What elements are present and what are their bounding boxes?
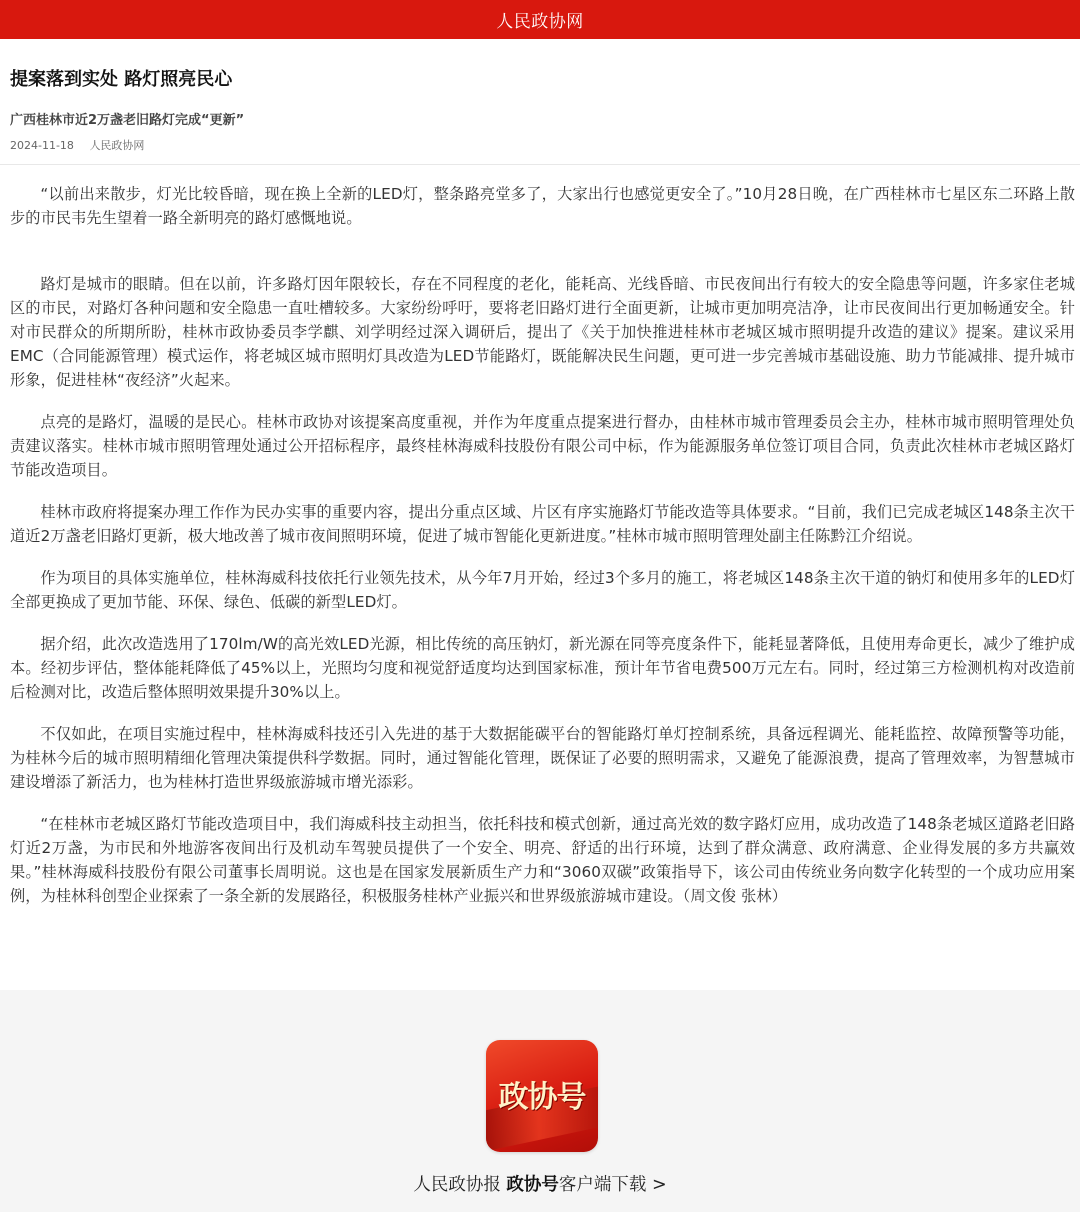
article-paragraph: 据介绍，此次改造选用了170lm/W的高光效LED光源，相比传统的高压钠灯，新光源在同等亮度条件下，能耗显著降低，且使用寿命更长，减少了维护成本。经初步评估，整体能耗降低了45%以上，光照均匀度和视觉舒适度均达到国家标准，预计年节省电费500万元左右。同时，经过第三方检测机构对改造前后检测对比，改造后整体照明效果提升30%以上。 — [10, 635, 1075, 701]
publish-date: 2024-11-18 — [10, 139, 74, 152]
article-subtitle: 广西桂林市近2万盏老旧路灯完成“更新” — [10, 113, 245, 128]
zhengxiehao-app-logo[interactable] — [486, 1040, 598, 1152]
article-paragraph: 不仅如此，在项目实施过程中，桂林海威科技还引入先进的基于大数据能碳平台的智能路灯单灯控制系统，具备远程调光、能耗监控、故障预警等功能，为桂林今后的城市照明精细化管理决策提供科学数据。同时，通过智能化管理，既保证了必要的照明需求，又避免了能源浪费，提高了管理效率，为智慧城市建设增添了新活力，也为桂林打造世界级旅游城市增光添彩。 — [10, 725, 1075, 791]
download-app-name: 政协号 — [506, 1175, 559, 1195]
article-paragraph: “以前出来散步，灯光比较昏暗，现在换上全新的LED灯，整条路亮堂多了，大家出行也感觉更安全了。”10月28日晚，在广西桂林市七星区东二环路上散步的市民韦先生望着一路全新明亮的路灯感慨地说。 — [10, 185, 1075, 227]
download-prefix: 人民政协报 — [413, 1175, 507, 1195]
article-paragraph: 点亮的是路灯，温暖的是民心。桂林市政协对该提案高度重视，并作为年度重点提案进行督办，由桂林市城市管理委员会主办，桂林市城市照明管理处负责建议落实。桂林市城市照明管理处通过公开招标程序，最终桂林海威科技股份有限公司中标，作为能源服务单位签订项目合同，负责此次桂林市老城区路灯节能改造项目。 — [10, 413, 1075, 479]
article-source: 人民政协网 — [89, 139, 145, 152]
article-body — [10, 182, 1075, 926]
article-meta — [10, 137, 144, 153]
article-paragraph: 桂林市政府将提案办理工作作为民办实事的重要内容，提出分重点区域、片区有序实施路灯节能改造等具体要求。“目前，我们已完成老城区148条主次干道近2万盏老旧路灯更新，极大地改善了城市夜间照明环境，促进了城市智能化更新进度。”桂林市城市照明管理处副主任陈黔江介绍说。 — [10, 503, 1075, 545]
article-paragraph: 路灯是城市的眼睛。但在以前，许多路灯因年限较长，存在不同程度的老化，能耗高、光线昏暗、市民夜间出行有较大的安全隐患等问题，许多家住老城区的市民，对路灯各种问题和安全隐患一直吐槽较多。大家纷纷呼吁，要将老旧路灯进行全面更新，让城市更加明亮洁净，让市民夜间出行更加畅通安全。针对市民群众的所期所盼，桂林市政协委员李学麒、刘学明经过深入调研后，提出了《关于加快推进桂林市老城区城市照明提升改造的建议》提案。建议采用EMC（合同能源管理）模式运作，将老城区城市照明灯具改造为LED节能路灯，既能解决民生问题，更可进一步完善城市基础设施、助力节能减排、提升城市形象，促进桂林“夜经济”火起来。 — [10, 275, 1075, 389]
app-download-link[interactable] — [0, 1171, 1080, 1196]
app-download-footer — [0, 990, 1080, 1212]
header-divider — [0, 164, 1080, 165]
site-brand[interactable]: 人民政协网 — [496, 12, 584, 32]
top-header-bar — [0, 0, 1080, 39]
article-paragraph: “在桂林市老城区路灯节能改造项目中，我们海威科技主动担当，依托科技和模式创新，通过高光效的数字路灯应用，成功改造了148条老城区道路老旧路灯近2万盏，为市民和外地游客夜间出行及机动车驾驶员提供了一个安全、明亮、舒适的出行环境，达到了群众满意、政府满意、企业得发展的多方共赢效果。”桂林海威科技股份有限公司董事长周明说。这也是在国家发展新质生产力和“3060双碳”政策指导下，该公司由传统业务向数字化转型的一个成功应用案例，为桂林科创型企业探索了一条全新的发展路径，积极服务桂林产业振兴和世界级旅游城市建设。（周文俊 张林） — [10, 815, 1075, 905]
article-title: 提案落到实处 路灯照亮民心 — [10, 69, 233, 90]
download-suffix: 客户端下载 > — [558, 1175, 667, 1195]
article-paragraph: 作为项目的具体实施单位，桂林海威科技依托行业领先技术，从今年7月开始，经过3个多月的施工，将老城区148条主次干道的钠灯和使用多年的LED灯全部更换成了更加节能、环保、绿色、低碳的新型LED灯。 — [10, 569, 1075, 611]
app-logo-text: 政协号 — [498, 1080, 586, 1115]
